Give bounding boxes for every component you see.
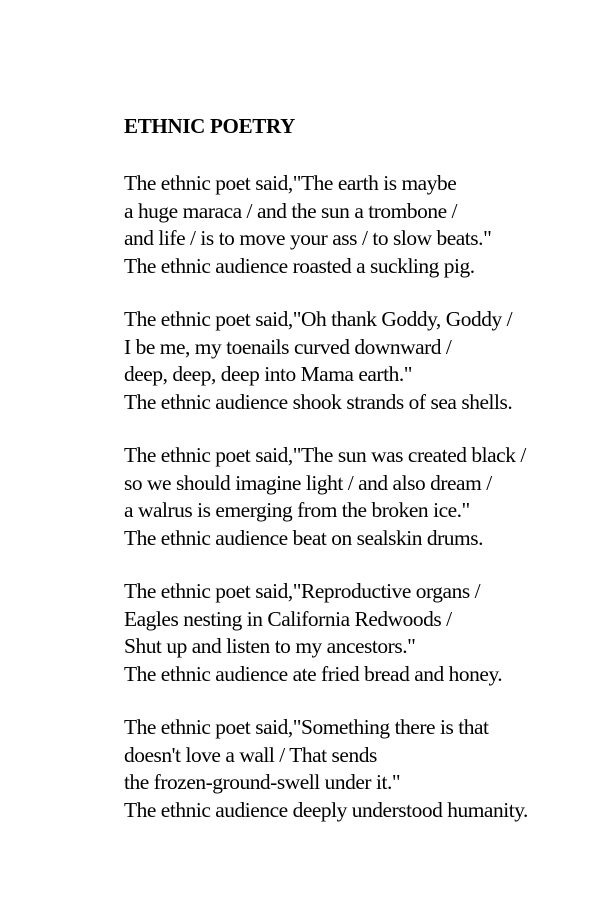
poem-line: The ethnic poet said,"The sun was created black / <box>124 443 526 467</box>
poem-line: doesn't love a wall / That sends <box>124 742 377 767</box>
poem-line: Shut up and listen to my ancestors." <box>124 634 416 658</box>
stanza-3 <box>124 442 604 552</box>
poem-line: a walrus is emerging from the broken ice." <box>124 498 470 522</box>
poem-line: The ethnic poet said,"The earth is maybe <box>124 171 457 195</box>
poem-line: The ethnic audience deeply understood humanity. <box>124 797 528 822</box>
poem-line: The ethnic poet said,"Something there is that <box>124 715 489 739</box>
stanza-4 <box>124 578 604 688</box>
stanza-5 <box>124 714 604 824</box>
poem-line: a huge maraca / and the sun a trombone / <box>124 198 458 223</box>
poem-line: Eagles nesting in California Redwoods / <box>124 606 452 631</box>
poem-line: The ethnic audience beat on sealskin drums. <box>124 525 484 550</box>
poem-line: The ethnic poet said,"Oh thank Goddy, Goddy / <box>124 307 513 331</box>
poem-line: the frozen-ground-swell under it." <box>124 770 401 794</box>
poem-line: The ethnic poet said,"Reproductive organs / <box>124 579 481 603</box>
stanza-2 <box>124 306 604 416</box>
poem-line: The ethnic audience roasted a suckling pig. <box>124 253 475 278</box>
stanza-1 <box>124 170 604 280</box>
poem-line: The ethnic audience shook strands of sea shells. <box>124 389 513 414</box>
poem-line: deep, deep, deep into Mama earth." <box>124 362 413 386</box>
poem-line: so we should imagine light / and also dream / <box>124 470 492 495</box>
poem-line: The ethnic audience ate fried bread and honey. <box>124 661 503 686</box>
poem-line: and life / is to move your ass / to slow beats." <box>124 226 492 250</box>
poem-line: I be me, my toenails curved downward / <box>124 334 452 359</box>
poem-title: ETHNIC POETRY <box>124 114 295 138</box>
poem-body <box>124 170 604 850</box>
